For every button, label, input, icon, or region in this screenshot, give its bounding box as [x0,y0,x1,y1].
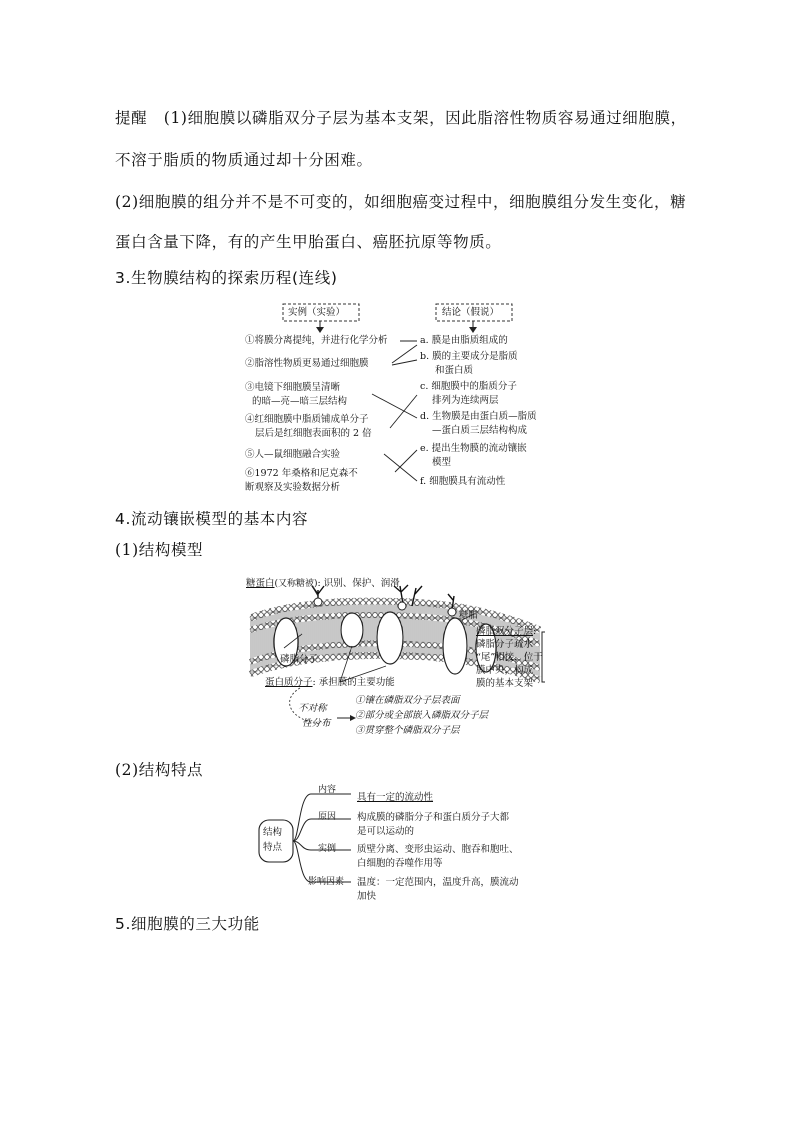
feature-key-4: 影响因素 [308,877,345,887]
right-item-b2: 和蛋白质 [435,365,474,376]
link-3-d [372,394,417,418]
tip-p2-text-1: 细胞膜的组分并不是不可变的，如细胞癌变过程中，细胞膜组分发生变化，糖 [138,193,687,211]
tip-line-1 [115,108,695,128]
glycoprotein-note: (又称糖被) [274,579,318,589]
feature-val-3-1: 质壁分离、变形虫运动、胞吞和胞吐、 [357,844,519,855]
left-item-5: ⑤人—鼠细胞融合实验 [245,449,341,460]
protein-func: : 承担膜的主要功能 [312,677,395,688]
bilayer-desc-1: 磷脂分子疏水 [476,639,534,650]
protein-2 [341,613,363,647]
feature-key-3: 实例 [318,844,337,854]
link-5-f [384,454,417,481]
left-item-4a: ④红细胞膜中脂质铺成单分子 [245,414,369,425]
right-item-c1: c. 细胞膜中的脂质分子 [420,381,517,392]
right-header: 结论（假说） [442,307,500,318]
bilayer-title [476,625,536,638]
section3-title: 3.生物膜结构的探索历程(连线) [115,269,338,287]
left-item-3b: 的暗—亮—暗三层结构 [252,396,348,407]
tip-p1-text-1: 细胞膜以磷脂双分子层为基本支架，因此脂溶性物质容易通过细胞膜， [187,109,687,127]
tip-p2-text-2: 蛋白含量下降，有的产生甲胎蛋白、癌胚抗原等物质。 [115,233,502,251]
tip-line-3 [115,192,695,212]
left-item-6a: ⑥1972 年桑格和尼克森不 [245,468,358,479]
bilayer-colon: : [533,626,537,637]
feature-val-1-text: 具有一定的流动性 [357,792,434,803]
left-item-4b: 层后是红细胞表面积的 2 倍 [255,428,372,439]
tip-p1-number: (1) [163,109,188,127]
left-item-3a: ③电镜下细胞膜呈清晰 [245,382,341,393]
bilayer-desc-3: 膜中央，构成 [476,665,534,676]
features-center-1: 结构 [263,827,283,838]
bilayer-desc-2: “尾”相接，位于 [476,652,543,663]
right-item-e1: e. 提出生物膜的流动镶嵌 [420,443,527,454]
section5-title: 5.细胞膜的三大功能 [115,915,260,933]
protein-3 [377,612,403,664]
glycolipid-label: 糖脂 [459,610,479,621]
glycoprotein-label [246,577,400,591]
asymmetry-item-1: ①镶在磷脂双分子层表面 [355,695,460,706]
right-item-d1: d. 生物膜是由蛋白质—脂质 [420,411,537,422]
bilayer-desc-4: 膜的基本支架 [476,678,534,689]
glycoprotein-term: 糖蛋白 [246,578,275,589]
feature-val-1-1 [357,791,433,804]
left-item-1: ①将膜分离提纯，并进行化学分析 [245,335,388,346]
asymmetry-item-2: ②部分或全部嵌入磷脂双分子层 [355,710,489,721]
section4-title: 4.流动镶嵌模型的基本内容 [115,510,309,528]
protein-4 [443,618,467,674]
feature-key-1: 内容 [318,785,337,795]
feature-val-2-1: 构成膜的磷脂分子和蛋白质分子大都 [357,812,510,823]
feature-val-4-1: 温度：一定范围内，温度升高，膜流动 [357,877,519,888]
left-header: 实例（实验） [288,307,346,318]
protein-term: 蛋白质分子 [265,677,313,688]
section4-sub1: (1)结构模型 [115,541,204,559]
asymmetry-label-2: 性分布 [302,718,331,729]
right-item-b1: b. 膜的主要成分是脂质 [420,351,518,362]
features-center-2: 特点 [263,842,283,853]
asymmetry-item-3: ③贯穿整个磷脂双分子层 [355,725,460,736]
right-item-d2: —蛋白质三层结构构成 [432,425,528,436]
feature-val-3-2: 白细胞的吞噬作用等 [357,858,443,869]
link-6-e [395,450,417,472]
right-item-e2: 模型 [432,457,452,468]
protein-label [265,676,395,689]
right-item-c2: 排列为连续两层 [432,395,499,406]
tip-p2-number: (2) [115,193,139,211]
left-item-2: ②脂溶性物质更易通过细胞膜 [245,358,369,369]
link-4-c [390,395,417,428]
section4-sub2: (2)结构特点 [115,761,204,779]
tip-p1-text-2: 不溶于脂质的物质通过却十分困难。 [115,151,373,169]
left-item-6b: 断观察及实验数据分析 [245,482,341,493]
glycoprotein-func: : 识别、保护、润滑 [317,578,400,589]
right-item-f: f. 细胞膜具有流动性 [420,476,506,487]
bilayer-term: 磷脂双分子层 [476,626,534,637]
feature-val-2-2: 是可以运动的 [357,826,415,837]
feature-key-2: 原因 [318,812,337,822]
tip-label: 提醒 [115,109,148,127]
asymmetry-label-1: 不对称 [298,703,327,714]
phospholipid-label: 磷脂分子 [280,654,319,665]
feature-val-4-2: 加快 [357,891,377,902]
right-item-a: a. 膜是由脂质组成的 [420,335,508,346]
